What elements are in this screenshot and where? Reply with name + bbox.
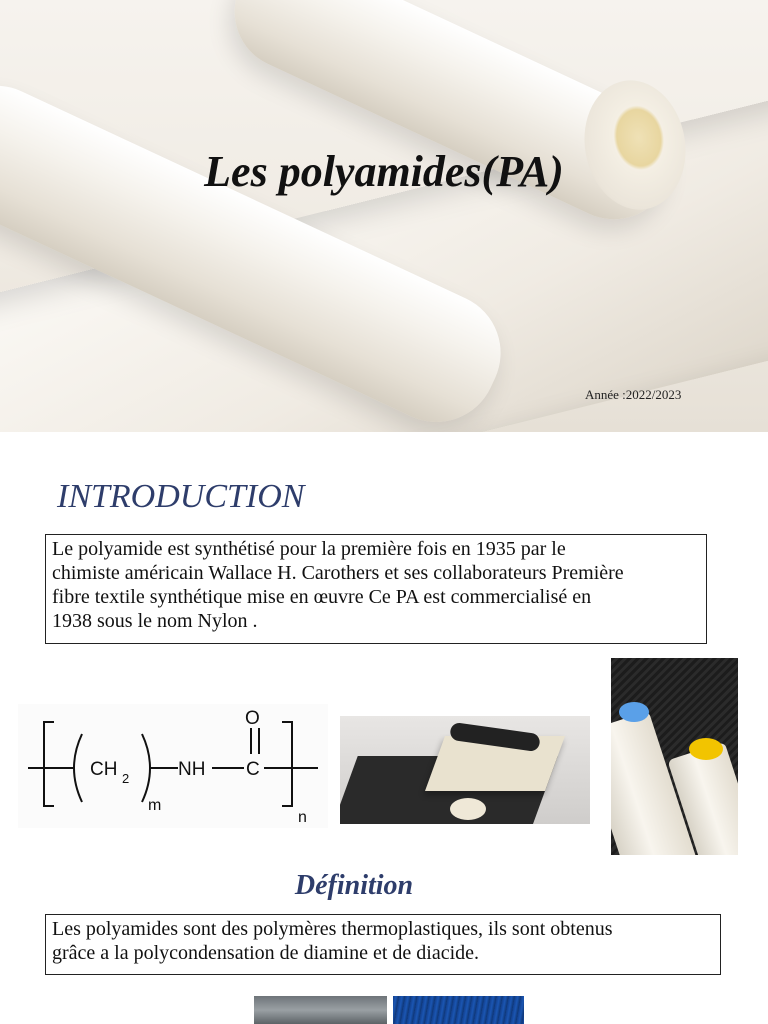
blue-thread-image	[393, 996, 524, 1024]
o-label: O	[245, 708, 260, 729]
intro-line: chimiste américain Wallace H. Carothers et ses collaborateurs Première	[52, 562, 624, 584]
nylon-thread-spools-image	[611, 658, 738, 855]
definition-line: Les polyamides sont des polymères thermoplastiques, ils sont obtenus	[52, 918, 613, 940]
definition-text-box	[45, 914, 721, 975]
introduction-text-box	[45, 534, 707, 644]
definition-heading: Définition	[294, 870, 414, 901]
m-subscript: m	[148, 797, 162, 814]
polyamide-plates-image	[340, 716, 590, 824]
introduction-heading: INTRODUCTION	[57, 478, 305, 515]
slide-title: Les polyamides(PA)	[204, 147, 564, 196]
ch-label: CH	[90, 759, 118, 780]
nh-label: NH	[178, 759, 206, 780]
introduction-slide	[0, 448, 768, 1024]
polyamide-formula	[18, 704, 328, 828]
definition-line: grâce a la polycondensation de diamine et de diacide.	[52, 942, 480, 964]
intro-line: 1938 sous le nom Nylon .	[52, 610, 258, 632]
industrial-fiber-image	[254, 996, 387, 1024]
intro-line: Le polyamide est synthétisé pour la première fois en 1935 par le	[52, 538, 566, 560]
n-subscript: n	[298, 809, 307, 826]
ch2-subscript: 2	[122, 771, 130, 786]
academic-year: Année :2022/2023	[585, 387, 682, 402]
title-slide	[0, 0, 768, 432]
intro-line: fibre textile synthétique mise en œuvre Ce PA est commercialisé en	[52, 586, 592, 608]
c-label: C	[246, 759, 260, 780]
